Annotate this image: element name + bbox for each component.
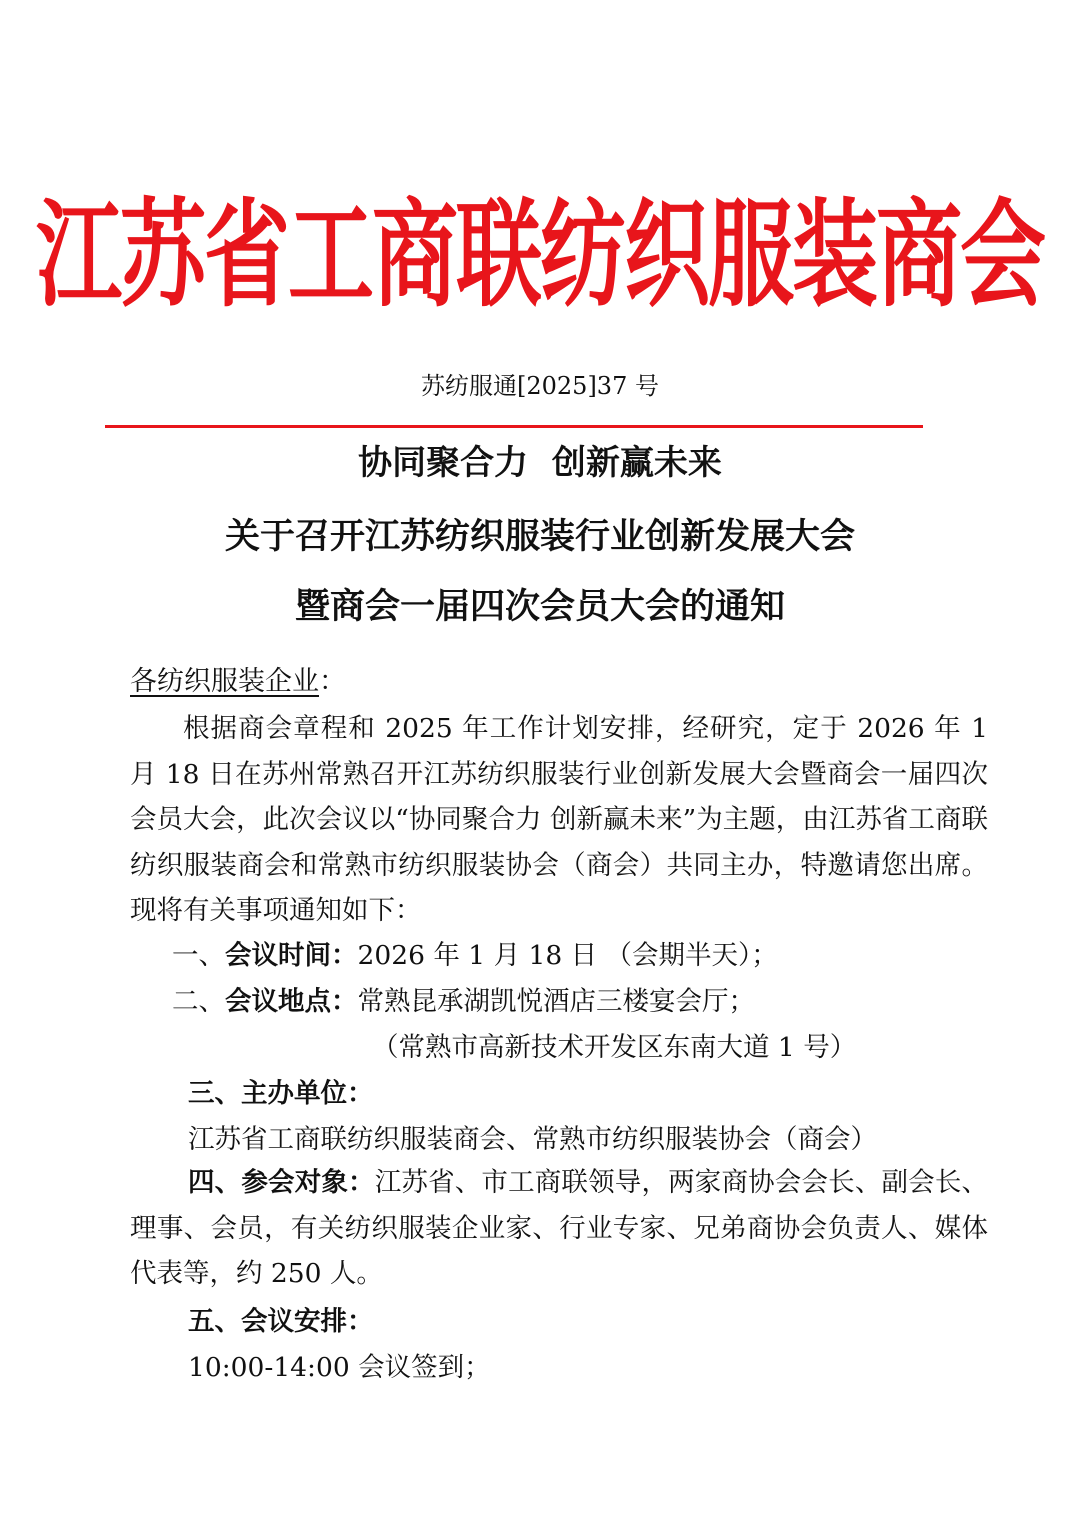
meeting-slogan: 协同聚合力 创新赢未来 (358, 443, 722, 483)
item-meeting-time (172, 933, 1030, 978)
item-meeting-place-value: 常熟昆承湖凯悦酒店三楼宴会厅； (357, 986, 755, 1017)
item-host-value: 江苏省工商联纺织服装商会、常熟市纺织服装协会（商会） (188, 1124, 877, 1155)
item-meeting-place-label: 会议地点： (225, 986, 358, 1017)
item-host-label-text: 三、主办单位： (188, 1078, 374, 1109)
salutation-colon: ： (319, 666, 346, 697)
red-divider-line (105, 425, 923, 428)
item-meeting-time-value: 2026 年 1 月 18 日 （会期半天）； (357, 940, 778, 971)
item-schedule-label-text: 五、会议安排： (188, 1306, 374, 1337)
salutation-text: 各纺织服装企业 (130, 666, 319, 697)
item-attendees-label: 四、参会对象： (188, 1167, 375, 1198)
item-meeting-place-prefix: 二、 (172, 986, 225, 1017)
item-meeting-place (172, 979, 1030, 1024)
notice-title-line-1: 关于召开江苏纺织服装行业创新发展大会 (224, 517, 855, 557)
item-meeting-time-label: 会议时间： (225, 940, 358, 971)
document-number: 苏纺服通[2025]37 号 (421, 372, 659, 400)
notice-title-line-2: 暨商会一届四次会员大会的通知 (294, 587, 785, 627)
item-schedule-first: 10:00-14:00 会议签到； (188, 1352, 491, 1383)
salutation (130, 660, 346, 704)
item-attendees (130, 1160, 988, 1297)
item-host-label (188, 1071, 1046, 1116)
item-meeting-time-prefix: 一、 (172, 940, 225, 971)
item-attendees-value: 江苏省、市工商联领导，两家商协会会长、副会长、理事、会员，有关纺织服装企业家、行业专家、兄弟商协会负责人、媒体代表等，约 250 人。 (130, 1167, 989, 1289)
org-letterhead-title: 江苏省工商联纺织服装商会 (36, 188, 1044, 324)
item-schedule-label (188, 1299, 1046, 1344)
intro-paragraph: 根据商会章程和 2025 年工作计划安排，经研究，定于 2026 年 1 月 18 日在苏州常熟召开江苏纺织服装行业创新发展大会暨商会一届四次会员大会，此次会议以“协同聚合力 创新赢未来”为主题，由江苏省工商联纺织服装商会和常熟市纺织服装协会（商会）共同主办，特邀请您出席。现将有关事项通知如下： (130, 713, 988, 926)
item-meeting-address: （常熟市高新技术开发区东南大道 1 号） (372, 1032, 857, 1063)
